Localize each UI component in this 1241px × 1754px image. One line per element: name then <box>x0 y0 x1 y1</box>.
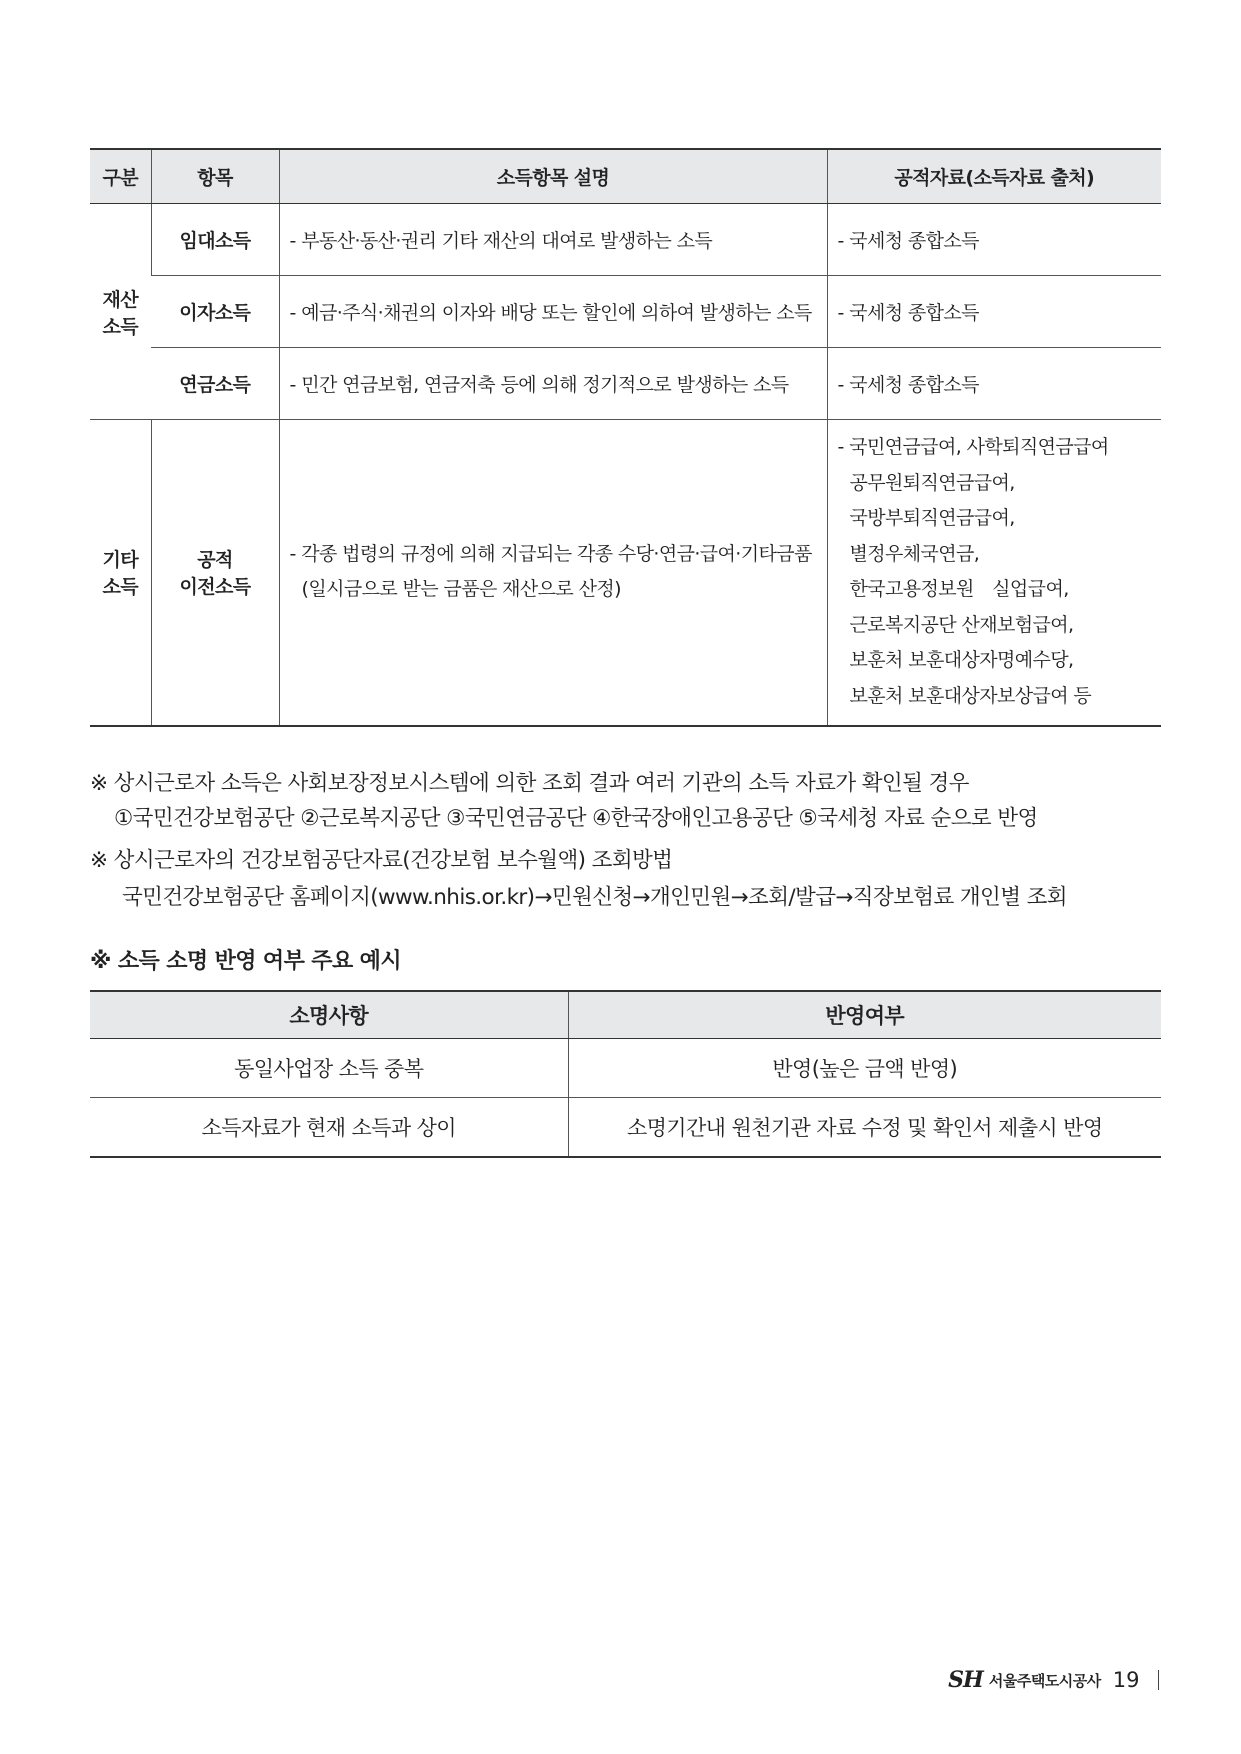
explanation-cell: 소득자료가 현재 소득과 상이 <box>90 1098 568 1158</box>
reflection-cell: 소명기간내 원천기관 자료 수정 및 확인서 제출시 반영 <box>568 1098 1161 1158</box>
group-label-line: 기타 <box>102 549 138 572</box>
header-reflection: 반영여부 <box>568 991 1161 1039</box>
item-cell: 이자소득 <box>151 276 279 348</box>
footer-divider <box>1158 1670 1160 1690</box>
description-cell: - 예금·주식·채권의 이자와 배당 또는 할인에 의하여 발생하는 소득 <box>279 276 827 348</box>
description-cell <box>279 420 827 726</box>
source-cell: - 국세청 종합소득 <box>827 348 1161 420</box>
note-line: ※ 상시근로자의 건강보험공단자료(건강보험 보수월액) 조회방법 <box>90 848 673 873</box>
source-line: 공무원퇴직연금급여, <box>849 471 1015 494</box>
source-cell: - 국세청 종합소득 <box>827 276 1161 348</box>
description-line: - 각종 법령의 규정에 의해 지급되는 각종 수당·연금·급여·기타금품 <box>289 543 812 566</box>
example-section-title: ※ 소득 소명 반영 여부 주요 예시 <box>90 949 401 974</box>
table-row <box>90 204 1161 276</box>
item-label-line: 공적 <box>197 549 233 572</box>
table-row <box>90 1039 1161 1098</box>
table-row <box>90 276 1161 348</box>
description-cell: - 부동산·동산·권리 기타 재산의 대여로 발생하는 소득 <box>279 204 827 276</box>
header-source: 공적자료(소득자료 출처) <box>827 149 1161 204</box>
note-line: 국민건강보험공단 홈페이지(www.nhis.or.kr)→민원신청→개인민원→조회/발급→직장보험료 개인별 조회 <box>122 885 1067 910</box>
header-explanation: 소명사항 <box>90 991 568 1039</box>
page-footer <box>948 1667 1159 1693</box>
note-line: ①국민건강보험공단 ②근로복지공단 ③국민연금공단 ④한국장애인고용공단 ⑤국세청 자료 순으로 반영 <box>114 806 1038 831</box>
reflection-cell: 반영(높은 금액 반영) <box>568 1039 1161 1098</box>
table-row <box>90 348 1161 420</box>
header-category: 구분 <box>90 149 151 204</box>
group-other-income <box>90 420 151 726</box>
source-line: 보훈처 보훈대상자명예수당, <box>849 649 1074 672</box>
source-line: 근로복지공단 산재보험급여, <box>849 613 1074 636</box>
description-line: (일시금으로 받는 금품은 재산으로 산정) <box>301 578 621 601</box>
group-property-income <box>90 204 151 420</box>
item-label-line: 이전소득 <box>179 576 251 599</box>
item-cell <box>151 420 279 726</box>
organization-name: 서울주택도시공사 <box>988 1671 1101 1690</box>
header-item: 항목 <box>151 149 279 204</box>
source-line: - 국민연금급여, 사학퇴직연금급여 <box>837 436 1109 459</box>
sh-logo: SH <box>948 1667 983 1693</box>
source-cell: - 국세청 종합소득 <box>827 204 1161 276</box>
income-source-table <box>90 148 1161 727</box>
source-line: 별정우체국연금, <box>849 542 980 565</box>
source-line: 한국고용정보원 실업급여, <box>849 578 1069 601</box>
explanation-example-table <box>90 990 1161 1158</box>
table-row <box>90 420 1161 726</box>
explanation-cell: 동일사업장 소득 중복 <box>90 1039 568 1098</box>
header-description: 소득항목 설명 <box>279 149 827 204</box>
group-label-line: 소득 <box>102 576 138 599</box>
page-number: 19 <box>1112 1668 1140 1692</box>
item-cell: 연금소득 <box>151 348 279 420</box>
source-cell <box>827 420 1161 726</box>
description-cell: - 민간 연금보험, 연금저축 등에 의해 정기적으로 발생하는 소득 <box>279 348 827 420</box>
table-header-row <box>90 991 1161 1039</box>
table-row <box>90 1098 1161 1158</box>
source-line: 국방부퇴직연금급여, <box>849 507 1015 530</box>
table-header-row <box>90 149 1161 204</box>
group-label-line: 소득 <box>102 315 138 338</box>
item-cell: 임대소득 <box>151 204 279 276</box>
note-line: ※ 상시근로자 소득은 사회보장정보시스템에 의한 조회 결과 여러 기관의 소득 자료가 확인될 경우 <box>90 771 969 796</box>
source-line: 보훈처 보훈대상자보상급여 등 <box>849 684 1092 707</box>
group-label-line: 재산 <box>102 288 138 311</box>
